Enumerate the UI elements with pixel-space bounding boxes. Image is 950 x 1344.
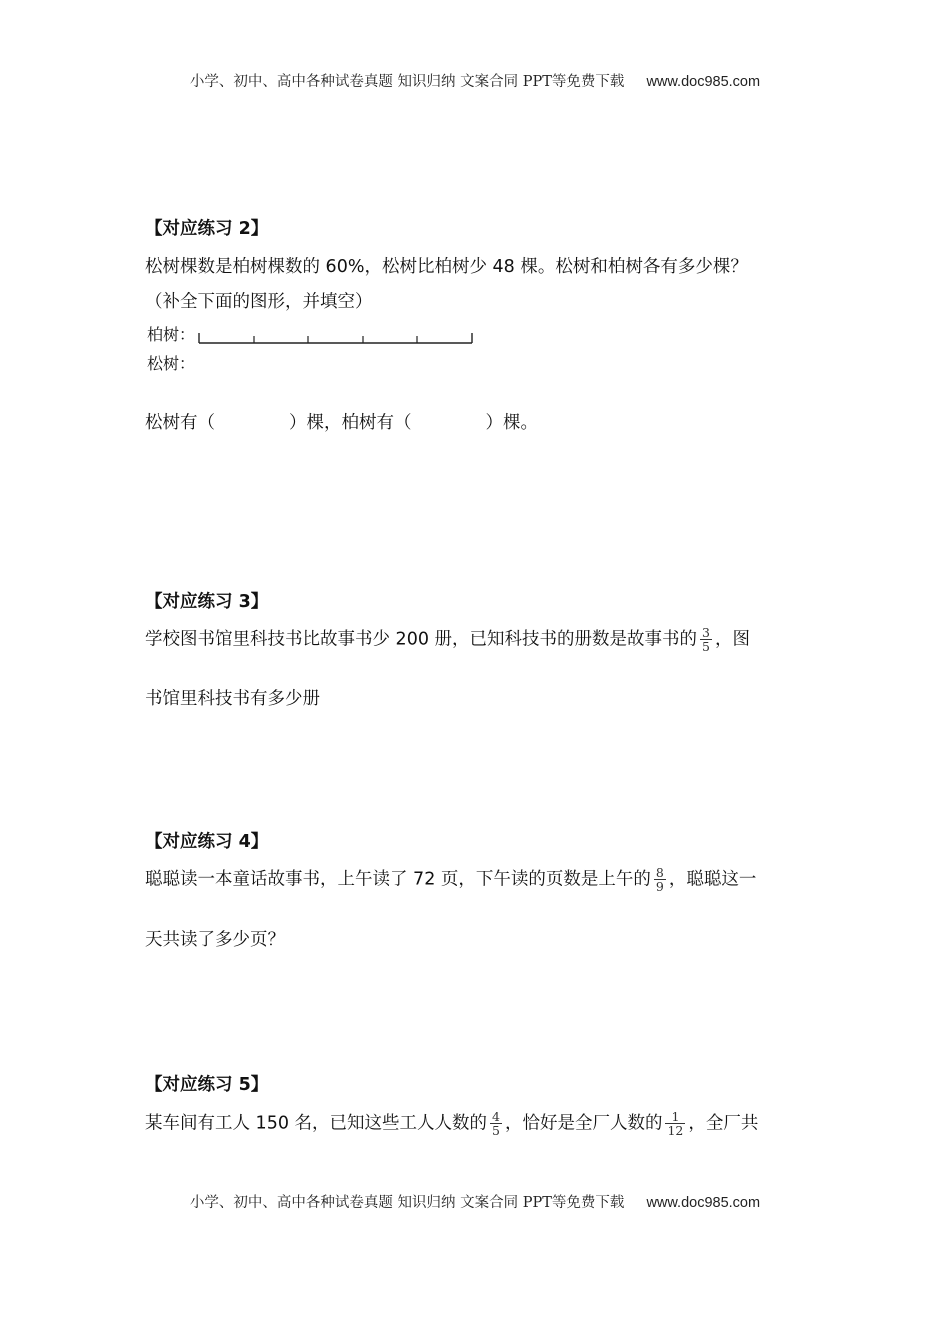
exercise-5-text-3: ，全厂共 <box>688 1113 759 1134</box>
fraction-1-12 <box>665 1110 685 1137</box>
fraction-denominator: 12 <box>667 1123 684 1139</box>
exercise-2-answer <box>145 413 538 434</box>
exercise-5-line-1 <box>145 1110 758 1137</box>
exercise-4-line-2: 天共读了多少页？ <box>145 930 285 950</box>
exercise-3-title: 【对应练习 3】 <box>145 592 269 612</box>
exercise-2-title: 【对应练习 2】 <box>145 219 269 239</box>
exercise-4-text-tail: ，聪聪这一 <box>668 869 757 890</box>
header-text: 小学、初中、高中各种试卷真题 知识归纳 文案合同 PPT等免费下载 <box>189 74 625 90</box>
fraction-numerator: 3 <box>702 625 710 640</box>
exercise-4-text: 聪聪读一本童话故事书，上午读了 72 页，下午读的页数是上午的 <box>145 869 651 890</box>
fraction-denominator: 5 <box>702 639 710 655</box>
fraction-denominator: 9 <box>655 879 664 895</box>
fraction-3-5 <box>700 626 712 653</box>
exercise-3-line-2: 书馆里科技书有多少册 <box>145 689 320 709</box>
fraction-numerator: 8 <box>655 865 664 880</box>
label-song-shu: 松树： <box>147 354 196 373</box>
answer-part-a: 松树有（ <box>145 413 215 433</box>
answer-part-c: ）棵。 <box>485 413 538 433</box>
fraction-8-9 <box>654 866 666 893</box>
label-bai-shu: 柏树： <box>147 325 196 344</box>
exercise-3-text: 学校图书馆里科技书比故事书少 200 册，已知科技书的册数是故事书的 <box>145 629 698 650</box>
exercise-5-title: 【对应练习 5】 <box>145 1075 269 1095</box>
footer-url[interactable]: www.doc985.com <box>646 1195 761 1211</box>
exercise-3-line-1 <box>145 626 750 653</box>
fraction-numerator: 4 <box>492 1109 500 1124</box>
exercise-5-text-2: ，恰好是全厂人数的 <box>504 1113 663 1134</box>
answer-part-b: ）棵，柏树有（ <box>289 413 412 433</box>
exercise-2-hint: （补全下面的图形，并填空） <box>145 292 373 312</box>
segment-diagram-bai-shu <box>198 331 476 347</box>
fraction-denominator: 5 <box>492 1123 500 1139</box>
exercise-5-text-1: 某车间有工人 150 名，已知这些工人人数的 <box>145 1113 488 1134</box>
exercise-2-question: 松树棵数是柏树棵数的 60%，松树比柏树少 48 棵。松树和柏树各有多少棵？ <box>145 257 748 277</box>
exercise-4-line-1 <box>145 866 756 893</box>
fraction-numerator: 1 <box>671 1109 680 1124</box>
page-footer <box>0 1191 950 1212</box>
footer-text: 小学、初中、高中各种试卷真题 知识归纳 文案合同 PPT等免费下载 <box>189 1195 625 1211</box>
exercise-3-text-tail: ，图 <box>714 629 750 650</box>
fraction-4-5 <box>490 1110 502 1137</box>
page-header <box>0 70 950 91</box>
header-url[interactable]: www.doc985.com <box>646 74 761 90</box>
exercise-4-title: 【对应练习 4】 <box>145 832 269 852</box>
